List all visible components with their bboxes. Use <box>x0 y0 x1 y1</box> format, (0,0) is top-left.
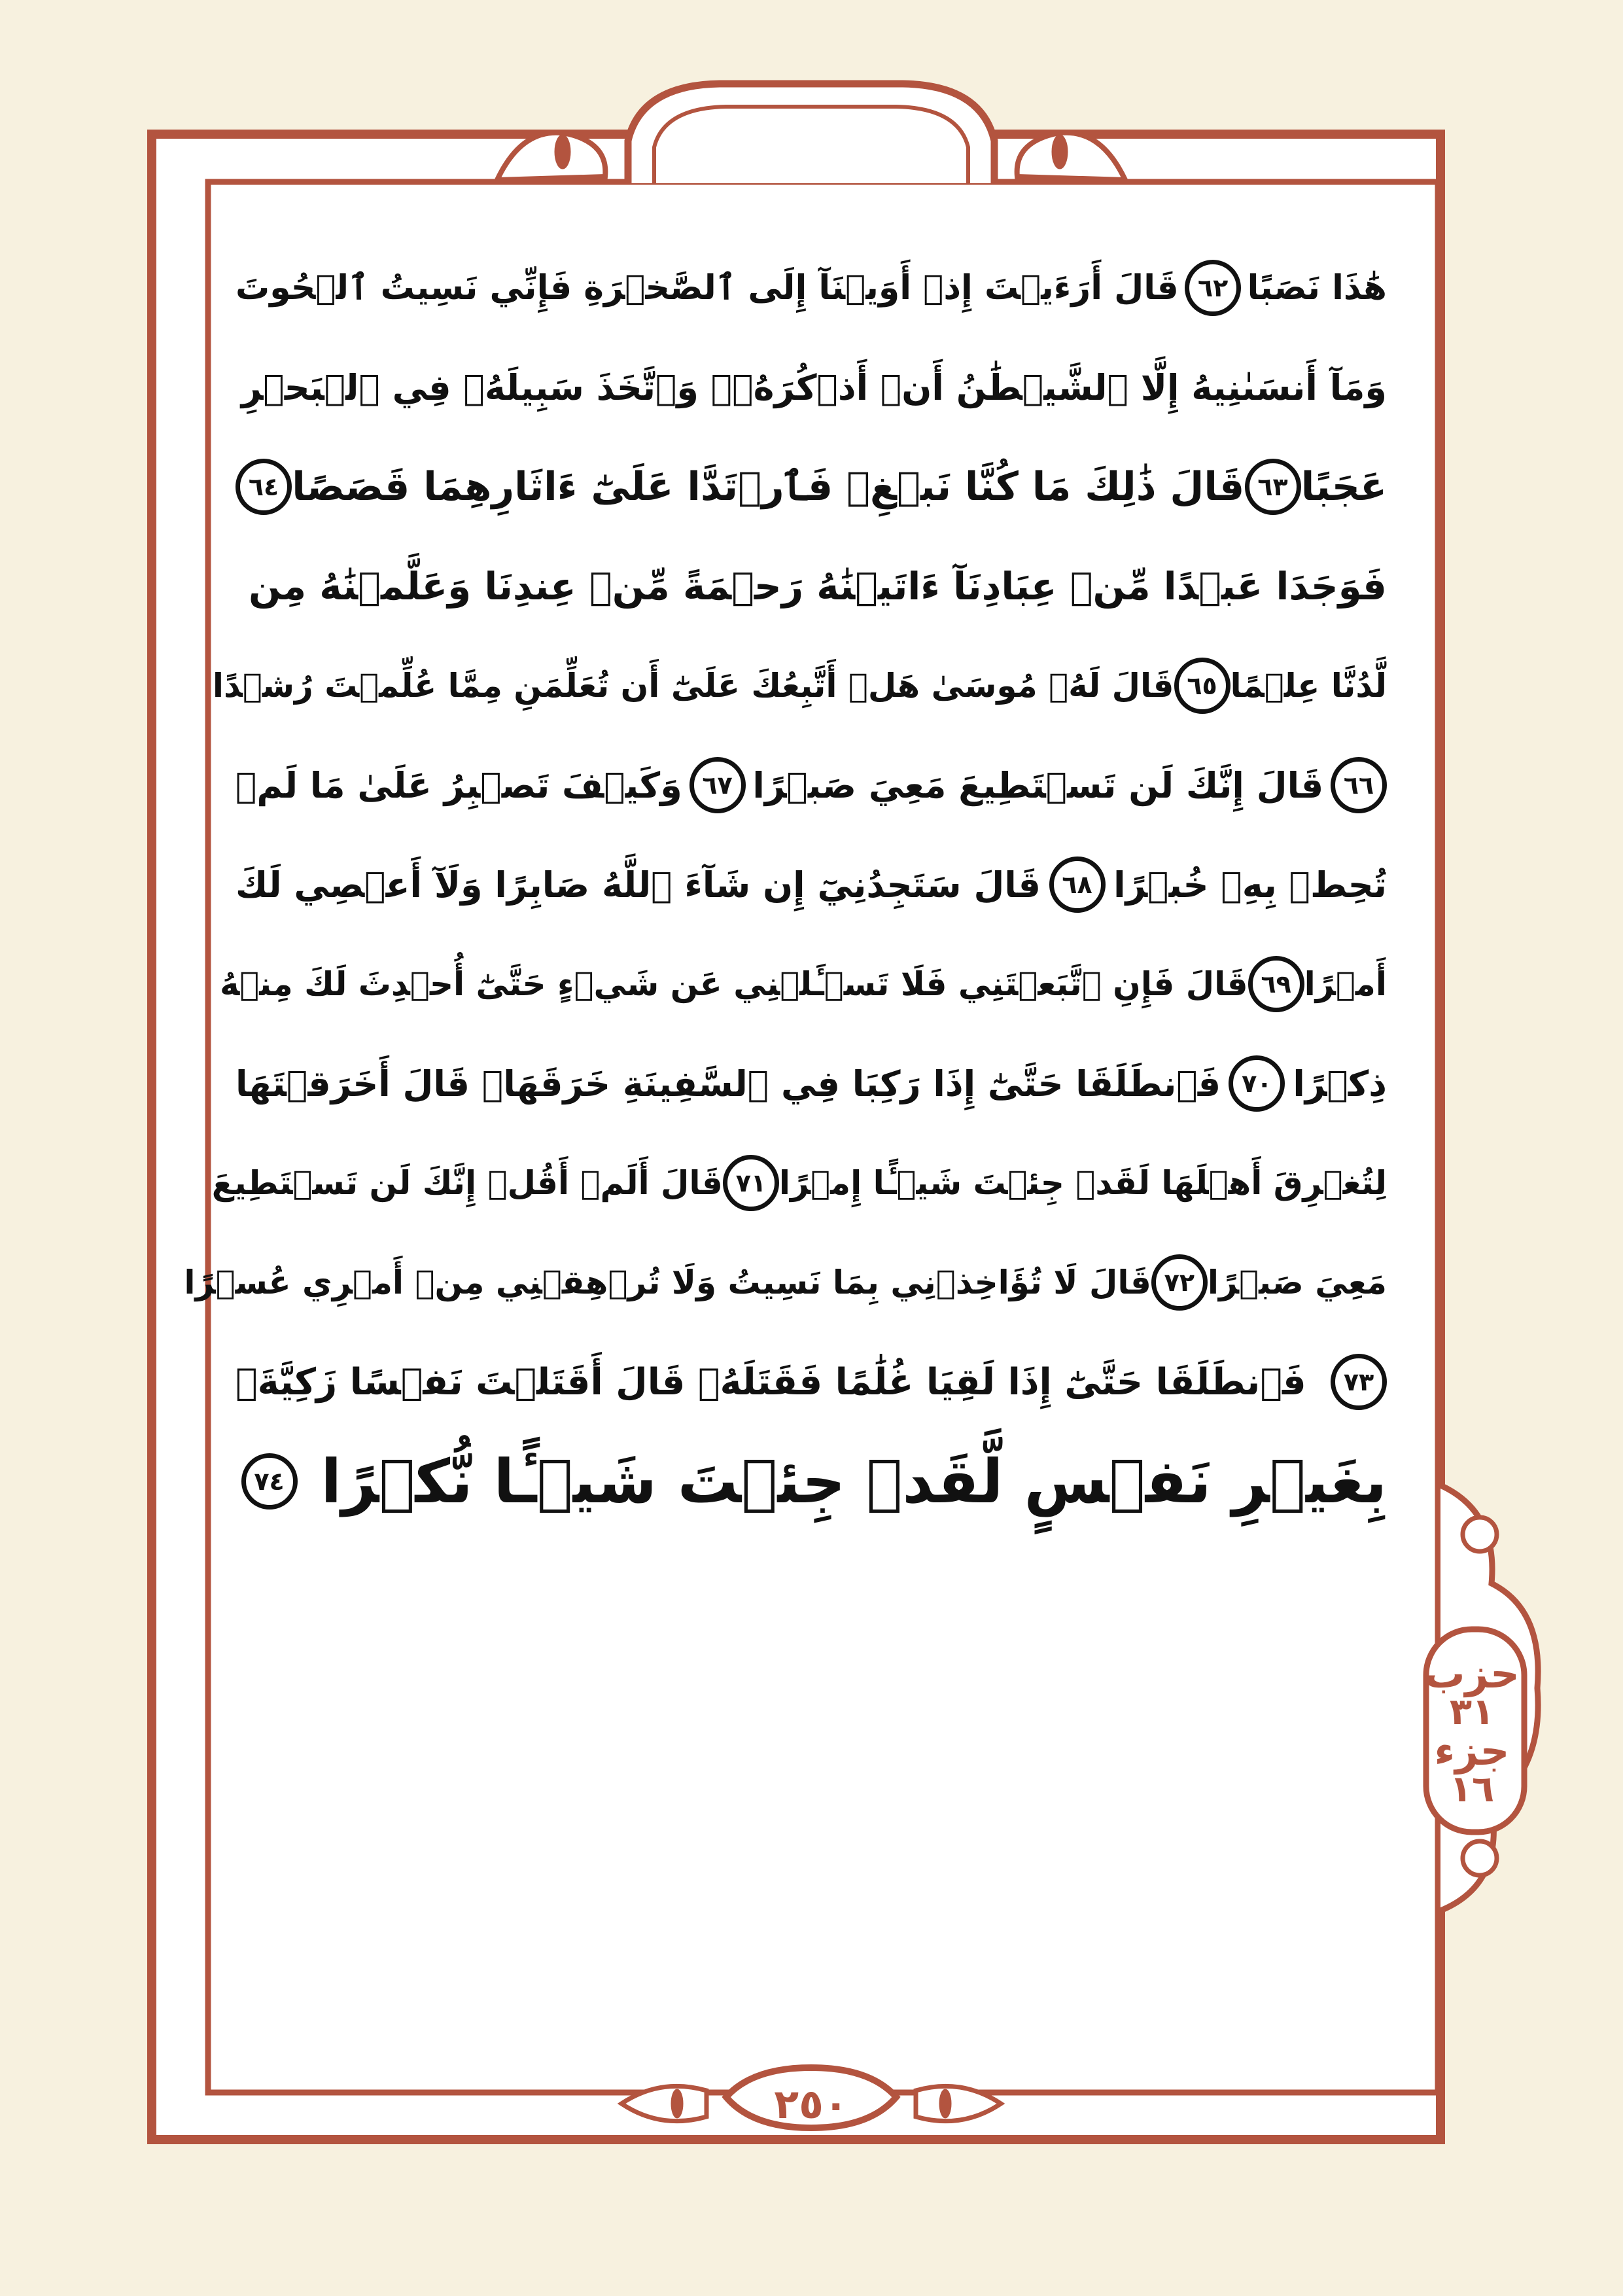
hizb-label: حزب <box>1424 1650 1520 1697</box>
verse-text: لَّدُنَّا عِلۡمًا <box>1230 667 1387 705</box>
ayah-number-marker: ٦٨ <box>1049 857 1106 913</box>
verse-text: قَالَ ذَٰلِكَ مَا كُنَّا نَبۡغِۚ فَٱرۡتَدَّا عَلَىٰٓ ءَاثَارِهِمَا قَصَصًا <box>292 464 1245 510</box>
text-line <box>236 1422 1387 1540</box>
verse-text: قَالَ لَا تُؤَاخِذۡنِي بِمَا نَسِيتُ وَلَا تُرۡهِقۡنِي مِنۡ أَمۡرِي عُسۡرًا <box>184 1263 1151 1301</box>
verse-text: قَالَ أَرَءَيۡتَ إِذۡ أَوَيۡنَآ إِلَى ٱلصَّخۡرَةِ فَإِنِّي نَسِيتُ ٱلۡحُوتَ <box>236 268 1179 308</box>
verse-text: عَجَبًا <box>1300 464 1387 510</box>
juz-label: جزء <box>1434 1727 1510 1775</box>
ayah-number-marker: ٦٣ <box>1245 459 1301 515</box>
ayah-number-marker: ٦٤ <box>236 459 292 515</box>
verse-text: فَٱنطَلَقَا حَتَّىٰٓ إِذَا رَكِبَا فِي ٱلسَّفِينَةِ خَرَقَهَاۖ قَالَ أَخَرَقۡتَهَا <box>236 1063 1221 1104</box>
verse-text: بِغَيۡرِ نَفۡسٍ لَّقَدۡ جِئۡتَ شَيۡـًٔا نُّكۡرًا <box>321 1446 1387 1517</box>
page-number: ٢٥٠ <box>774 2079 848 2128</box>
ayah-number-marker: ٧٠ <box>1229 1055 1285 1112</box>
ayah-number-marker: ٧٣ <box>1331 1354 1387 1410</box>
verse-text: قَالَ فَإِنِ ٱتَّبَعۡتَنِي فَلَا تَسۡـَٔلۡنِي عَن شَيۡءٍ حَتَّىٰٓ أُحۡدِثَ لَكَ مِنۡهُ <box>219 965 1248 1003</box>
ayah-number-marker: ٦٧ <box>689 757 746 813</box>
verse-text: قَالَ سَتَجِدُنِيٓ إِن شَآءَ ٱللَّهُ صَابِرًا وَلَآ أَعۡصِي لَكَ <box>236 864 1041 906</box>
top-ornament <box>628 84 994 183</box>
ayah-number-marker: ٧٢ <box>1151 1254 1208 1311</box>
ayah-number-marker: ٦٩ <box>1248 956 1304 1012</box>
verse-text: قَالَ إِنَّكَ لَن تَسۡتَطِيعَ مَعِيَ صَبۡرًا <box>752 764 1324 806</box>
ayah-number-marker: ٧٤ <box>241 1453 298 1510</box>
verse-text: هَٰذَا نَصَبًا <box>1247 268 1387 308</box>
verse-text: قَالَ لَهُۥ مُوسَىٰ هَلۡ أَتَّبِعُكَ عَلَىٰٓ أَن تُعَلِّمَنِ مِمَّا عُلِّمۡتَ رُشۡدًا <box>212 667 1174 705</box>
ayah-number-marker: ٧١ <box>723 1155 779 1211</box>
hizb-juz-label <box>1424 1639 1520 1822</box>
ayah-number-marker: ٦٥ <box>1174 658 1230 714</box>
verse-text: لِتُغۡرِقَ أَهۡلَهَا لَقَدۡ جِئۡتَ شَيۡـًٔا إِمۡرًا <box>778 1164 1387 1202</box>
juz-number: ١٦ <box>1449 1768 1495 1810</box>
verse-text: وَمَآ أَنسَىٰنِيهُ إِلَّا ٱلشَّيۡطَٰنُ أَنۡ أَذۡكُرَهُۥۚ وَٱتَّخَذَ سَبِيلَهُۥ فِي ٱلۡبَحۡرِ <box>241 366 1387 408</box>
hizb-number: ٣١ <box>1449 1691 1495 1733</box>
ayah-number-marker: ٦٢ <box>1185 260 1241 316</box>
verse-text: مَعِيَ صَبۡرًا <box>1207 1263 1387 1301</box>
verse-text: فَٱنطَلَقَا حَتَّىٰٓ إِذَا لَقِيَا غُلَٰمًا فَقَتَلَهُۥ قَالَ أَقَتَلۡتَ نَفۡسًا زَكِيَّةَۢ <box>236 1360 1306 1404</box>
verse-text: قَالَ أَلَمۡ أَقُلۡ إِنَّكَ لَن تَسۡتَطِيعَ <box>211 1164 723 1202</box>
verse-text: أَمۡرًا <box>1304 965 1387 1003</box>
verse-text: فَوَجَدَا عَبۡدًا مِّنۡ عِبَادِنَآ ءَاتَيۡنَٰهُ رَحۡمَةً مِّنۡ عِندِنَا وَعَلَّمۡنَٰهُ مِن <box>249 564 1387 609</box>
quran-text-area <box>184 229 1387 1852</box>
verse-text: ذِكۡرًا <box>1293 1063 1387 1104</box>
verse-text: وَكَيۡفَ تَصۡبِرُ عَلَىٰ مَا لَمۡ <box>236 764 682 806</box>
verse-text: تُحِطۡ بِهِۦ خُبۡرًا <box>1113 864 1387 906</box>
ayah-number-marker: ٦٦ <box>1331 757 1387 813</box>
